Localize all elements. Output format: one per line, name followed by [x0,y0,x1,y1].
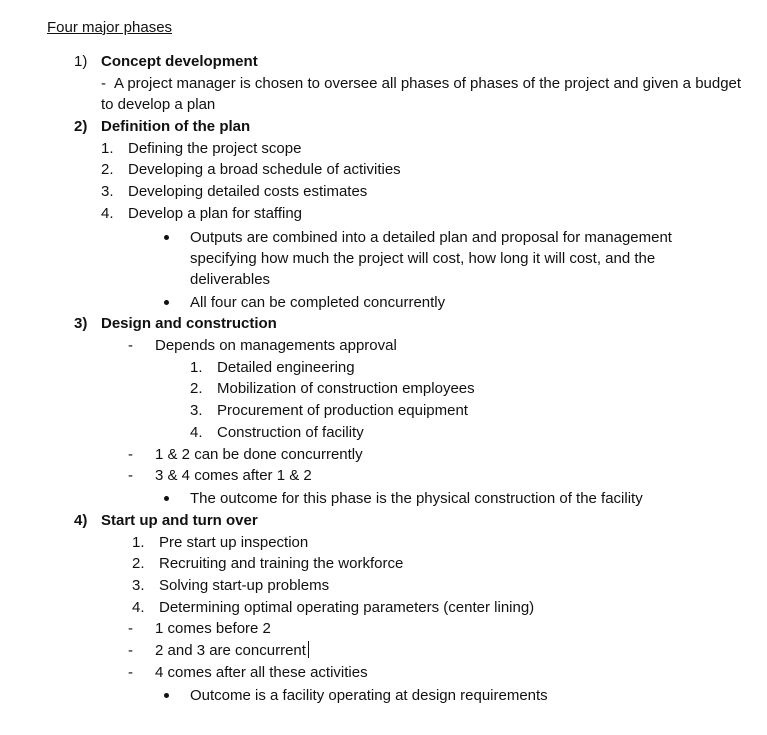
dash-marker: - [128,446,133,463]
phase-2-number: 2) [74,118,88,135]
phase-2-step-number: 2. [101,161,114,178]
phase-2-step-text: Defining the project scope [128,140,302,157]
phase-3-step-text: Procurement of production equipment [217,402,468,419]
phase-1-description: A project manager is chosen to oversee all phases of phases of the project and given a budget [114,75,742,92]
bullet-icon [164,496,169,501]
dash-marker: - [128,337,133,354]
bullet-icon [164,693,169,698]
phase-4-outcome: Outcome is a facility operating at design requirements [190,687,548,704]
dash-marker: - [128,620,133,637]
phase-4-step-number: 1. [132,534,145,551]
phase-4-number: 4) [74,512,88,529]
phase-3-title: Design and construction [101,315,277,332]
phase-3-step-number: 4. [190,424,203,441]
bullet-icon [164,235,169,240]
text-cursor [308,641,309,658]
phase-3-number: 3) [74,315,88,332]
phase-2-step-text: Developing a broad schedule of activities [128,161,401,178]
phase-2-note-cont: deliverables [190,271,271,288]
phase-4-dash-item: 1 comes before 2 [155,620,271,637]
phase-4-step-text: Pre start up inspection [159,534,309,551]
phase-3-dash-item: 3 & 4 comes after 1 & 2 [155,467,312,484]
phase-3-outcome: The outcome for this phase is the physical construction of the facility [190,490,643,507]
phase-2-note: All four can be completed concurrently [190,294,446,311]
phase-3-step-text: Mobilization of construction employees [217,380,475,397]
phase-2-title: Definition of the plan [101,118,251,135]
phase-4-step-number: 2. [132,555,145,572]
dash-marker: - [128,664,133,681]
phase-4-step-text: Solving start-up problems [159,577,330,594]
phase-4-dash-item: 4 comes after all these activities [155,664,368,681]
phase-3-step-number: 3. [190,402,203,419]
phase-2-note: Outputs are combined into a detailed plan and proposal for management [190,229,672,246]
phase-2-step-number: 1. [101,140,114,157]
phase-1-number: 1) [74,53,88,70]
phase-2-note-cont: specifying how much the project will cost, how long it will cost, and the [190,250,656,267]
dash-marker: - [128,642,133,659]
phase-4-step-number: 4. [132,599,145,616]
phase-3-step-number: 1. [190,359,203,376]
phase-4-step-text: Determining optimal operating parameters (center lining) [159,599,535,616]
phase-2-step-number: 3. [101,183,114,200]
phase-4-step-text: Recruiting and training the workforce [159,555,404,572]
phase-1-description-cont: to develop a plan [101,96,216,113]
phase-3-dash-item: 1 & 2 can be done concurrently [155,446,363,463]
phase-2-step-number: 4. [101,205,114,222]
phase-4-title: Start up and turn over [101,512,258,529]
bullet-icon [164,300,169,305]
phase-4-step-number: 3. [132,577,145,594]
phase-3-step-text: Detailed engineering [217,359,355,376]
page-title: Four major phases [47,19,173,36]
phase-1-title: Concept development [101,53,258,70]
phase-1-dash: - [101,75,106,92]
phase-2-step-text: Developing detailed costs estimates [128,183,368,200]
phase-4-dash-item-editing[interactable] [155,641,309,661]
phase-4-dash-item: 2 and 3 are concurrent [155,642,306,659]
phase-3-step-text: Construction of facility [217,424,364,441]
dash-marker: - [128,467,133,484]
phase-3-approval: Depends on managements approval [155,337,397,354]
phase-3-step-number: 2. [190,380,203,397]
phase-2-step-text: Develop a plan for staffing [128,205,303,222]
